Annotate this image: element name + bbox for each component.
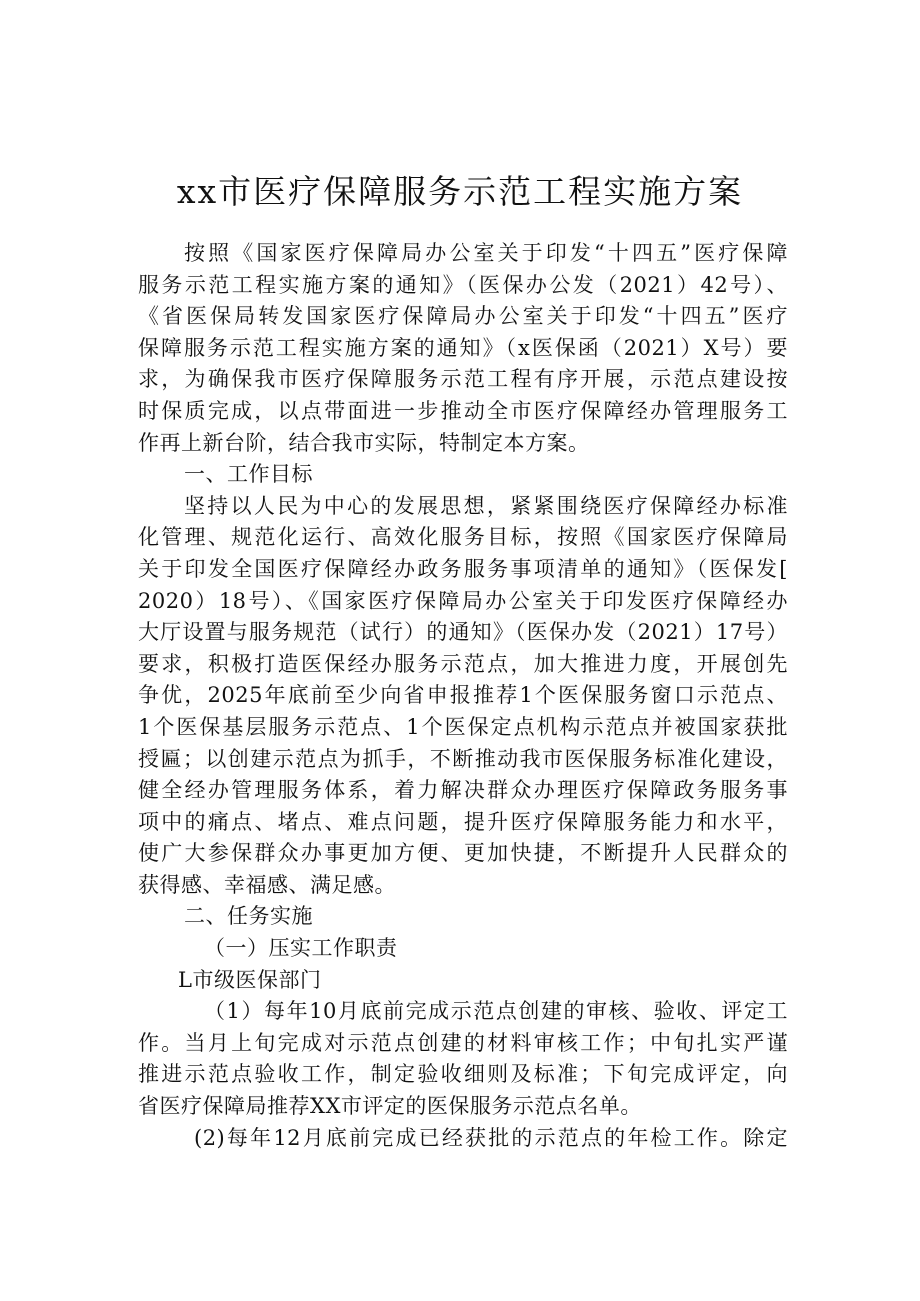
section-heading: 二、任务实施	[184, 904, 313, 929]
paragraph-line: （1）每年10月底前完成示范点创建的审核、验收、评定工	[204, 999, 788, 1024]
paragraph-line: 项中的痛点、堵点、难点问题，提升医疗保障服务能力和水平，	[138, 809, 788, 834]
paragraph-line: 求，为确保我市医疗保障服务示范工程有序开展，示范点建设按	[138, 367, 788, 392]
paragraph-line: 保障服务示范工程实施方案的通知》（x医保函（2021）X号）要	[138, 335, 788, 360]
paragraph-line: 推进示范点验收工作，制定验收细则及标准；下旬完成评定，向	[138, 1062, 788, 1087]
paragraph-line: 按照《国家医疗保障局办公室关于印发“十四五”医疗保障	[184, 241, 788, 265]
document-title: xx市医疗保障服务示范工程实施方案	[176, 172, 744, 211]
paragraph-line: (2)每年12月底前完成已经获批的示范点的年检工作。除定	[194, 1125, 788, 1150]
paragraph-line: 时保质完成，以点带面进一步推动全市医疗保障经办管理服务工	[138, 398, 788, 423]
paragraph-line: 化管理、规范化运行、高效化服务目标，按照《国家医疗保障局	[138, 525, 788, 550]
paragraph-line: 争优，2025年底前至少向省申报推荐1个医保服务窗口示范点、	[138, 683, 788, 708]
paragraph-line: 1个医保基层服务示范点、1个医保定点机构示范点并被国家获批	[138, 714, 788, 739]
document-body	[138, 238, 788, 1154]
paragraph-line: 2020）18号）、《国家医疗保障局办公室关于印发医疗保障经办	[138, 588, 788, 613]
paragraph-line: 健全经办管理服务体系，着力解决群众办理医疗保障政务服务事	[138, 778, 788, 803]
subsection-heading: （一）压实工作职责	[204, 936, 398, 961]
paragraph-line: 大厅设置与服务规范（试行）的通知》（医保办发（2021）17号）	[138, 620, 788, 645]
paragraph-line: 授匾；以创建示范点为抓手，不断推动我市医保服务标准化建设，	[138, 746, 788, 771]
paragraph-line: 《省医保局转发国家医疗保障局办公室关于印发“十四五”医疗	[138, 304, 788, 329]
paragraph-line: 作再上新台阶，结合我市实际，特制定本方案。	[138, 430, 590, 455]
section-heading: 一、工作目标	[184, 462, 313, 487]
paragraph-line: 关于印发全国医疗保障经办政务服务事项清单的通知》（医保发[	[138, 556, 788, 581]
paragraph-line: 坚持以人民为中心的发展思想，紧紧围绕医疗保障经办标准	[184, 493, 788, 518]
paragraph-line: 省医疗保障局推荐XX市评定的医保服务示范点名单。	[138, 1094, 642, 1119]
paragraph-line: 要求，积极打造医保经办服务示范点，加大推进力度，开展创先	[138, 651, 788, 676]
paragraph-line: 获得感、幸福感、满足感。	[138, 872, 396, 897]
paragraph-line: 服务示范工程实施方案的通知》（医保办公发（2021）42号）、	[138, 272, 788, 297]
item-heading: L市级医保部门	[178, 967, 322, 992]
paragraph-line: 作。当月上旬完成对示范点创建的材料审核工作；中旬扎实严谨	[138, 1030, 788, 1055]
paragraph-line: 使广大参保群众办事更加方便、更加快捷，不断提升人民群众的	[138, 841, 788, 866]
